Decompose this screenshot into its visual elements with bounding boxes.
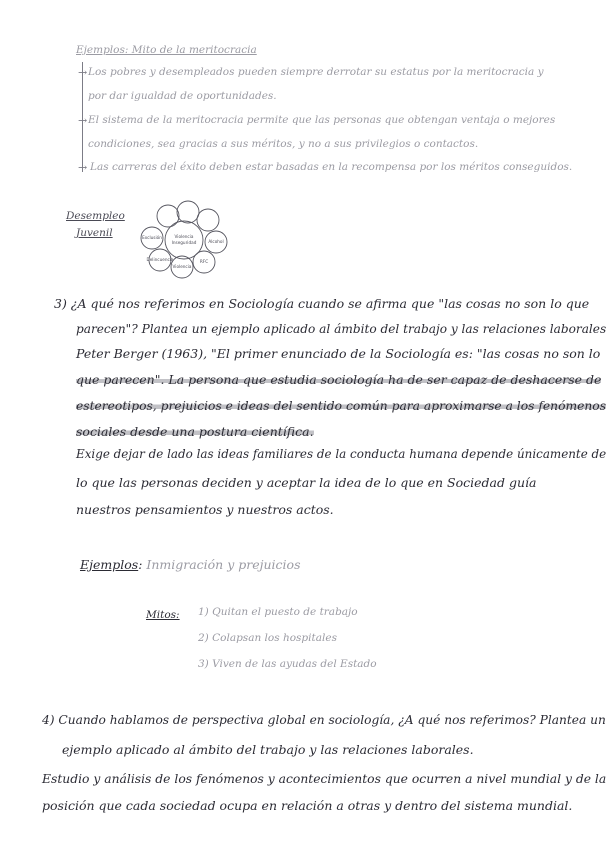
answer-3-line: Exige dejar de lado las ideas familiares de la conducta humana depende únicamente de (76, 446, 607, 461)
example-line: Las carreras del éxito deben estar basadas en la recompensa por los méritos conseguidos. (90, 161, 573, 173)
diagram-circle-text: Delincuencia (146, 257, 174, 262)
example-line: condiciones, sea gracias a sus méritos, y no a sus privilegios o contactos. (88, 138, 479, 150)
problem-circles-diagram (138, 200, 230, 280)
diagram-label: Desempleo (66, 210, 125, 222)
question-3-line: parecen"? Plantea un ejemplo aplicado al ámbito del trabajo y las relaciones laborales (76, 321, 607, 336)
diagram-label: Juvenil (76, 227, 113, 239)
example-2-heading: Ejemplos: Inmigración y prejuicios (80, 557, 301, 572)
example-2-text: Inmigración y prejuicios (146, 557, 301, 572)
example-line: por dar igualdad de oportunidades. (88, 90, 277, 102)
example-heading: Ejemplos: Mito de la meritocracia (76, 44, 257, 56)
diagram-circle-text: Violencia (172, 264, 192, 269)
answer-3-line: sociales desde una postura científica. (76, 424, 314, 439)
question-3-line: 3) ¿A qué nos referimos en Sociología cuando se afirma que "las cosas no son lo que (54, 296, 590, 311)
answer-4-line: posición que cada sociedad ocupa en relación a otras y dentro del sistema mundial. (42, 798, 573, 813)
answer-3-line: lo que las personas deciden y aceptar la idea de lo que en Sociedad guía (76, 475, 537, 490)
mito-item: 2) Colapsan los hospitales (198, 632, 337, 644)
answer-3-line: nuestros pensamientos y nuestros actos. (76, 502, 334, 517)
example-line: El sistema de la meritocracia permite que las personas que obtengan ventaja o mejores (88, 114, 556, 126)
diagram-circle-text: Exclusión (142, 235, 162, 240)
diagram-circle-text: RFC (199, 259, 209, 264)
arrow-icon: → (78, 161, 88, 174)
arrow-icon: → (78, 114, 88, 127)
diagram-center-text: Violencia (174, 234, 194, 239)
mitos-label: Mitos: (146, 609, 180, 621)
answer-3-line: que parecen". La persona que estudia sociología ha de ser capaz de deshacerse de (76, 372, 602, 387)
mito-item: 1) Quitan el puesto de trabajo (198, 606, 358, 618)
answer-3-line: estereotipos, prejuicios e ideas del sentido común para aproximarse a los fenómenos (76, 398, 607, 413)
example-2-heading-label: Ejemplos (80, 557, 139, 572)
answer-4-line: Estudio y análisis de los fenómenos y acontecimientos que ocurren a nivel mundial y de la (42, 771, 607, 786)
answer-3-line: Peter Berger (1963), "El primer enunciado de la Sociología es: "las cosas no son lo (76, 346, 601, 361)
question-4-line: ejemplo aplicado al ámbito del trabajo y las relaciones laborales. (62, 742, 474, 757)
diagram-circle-text: Alcohol (208, 239, 224, 244)
mito-item: 3) Viven de las ayudas del Estado (198, 658, 377, 670)
arrow-icon: → (78, 66, 88, 79)
example-line: Los pobres y desempleados pueden siempre derrotar su estatus por la meritocracia y (88, 66, 544, 78)
question-4-line: 4) Cuando hablamos de perspectiva global en sociología, ¿A qué nos referimos? Plantea un (42, 712, 606, 727)
diagram-center-text: Inseguridad (171, 240, 197, 245)
